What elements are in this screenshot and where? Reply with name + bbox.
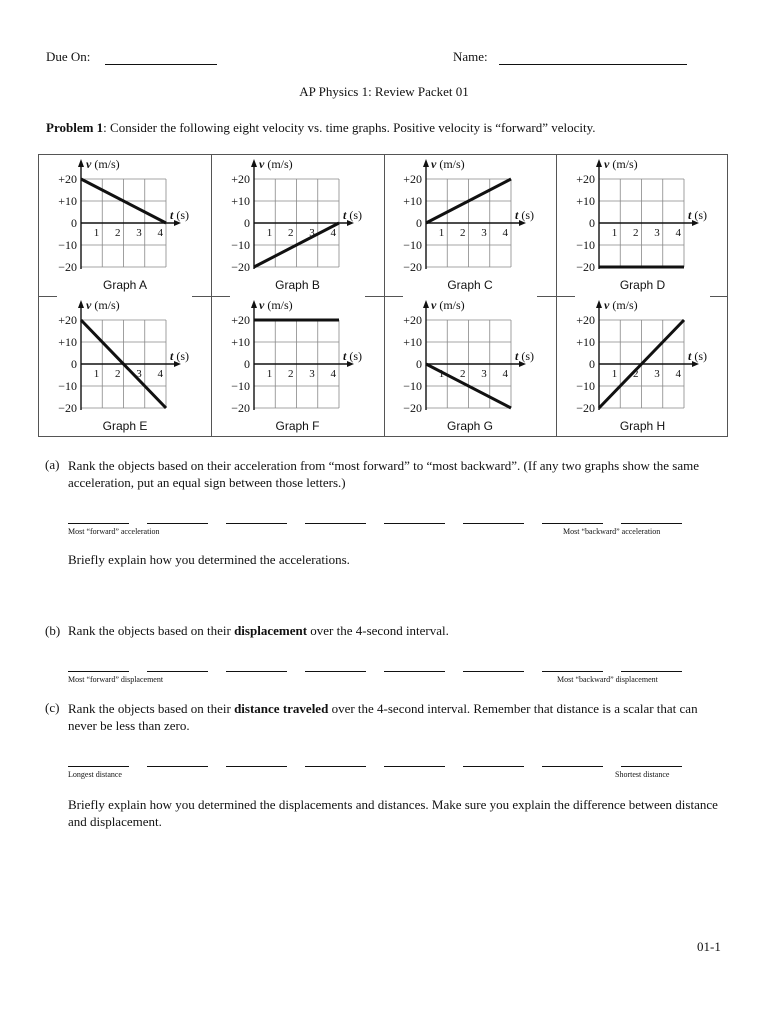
y-tick-label: −20	[58, 401, 77, 415]
y-tick-label: +10	[58, 335, 77, 349]
y-tick-label: −10	[230, 238, 250, 252]
x-tick-label: 2	[287, 227, 293, 239]
y-axis-title: v (m/s)	[431, 157, 465, 171]
ranking-blank-6[interactable]	[463, 671, 524, 672]
x-tick-label: 1	[438, 368, 445, 380]
y-axis-title: v (m/s)	[603, 298, 638, 312]
x-tick-label: 3	[136, 227, 142, 239]
part-b-marker: (b)	[45, 623, 61, 638]
ranking-blank-1[interactable]	[68, 766, 129, 767]
x-tick-label: 3	[653, 227, 660, 239]
y-tick-label: +10	[230, 194, 250, 208]
y-tick-label: 0	[416, 216, 422, 230]
y-tick-label: −10	[230, 379, 250, 393]
y-tick-label: −20	[403, 401, 422, 415]
x-tick-label: 3	[481, 227, 487, 239]
due-label: Due On:	[46, 49, 91, 64]
y-tick-label: −10	[58, 238, 77, 252]
part-c-marker: (c)	[45, 700, 60, 715]
x-axis-title: t (s)	[170, 349, 190, 363]
x-tick-label: 1	[93, 227, 100, 239]
x-axis-title: t (s)	[515, 208, 535, 222]
ranking-blank-8[interactable]	[621, 766, 682, 767]
x-tick-label: 3	[653, 368, 660, 380]
y-tick-label: 0	[416, 357, 422, 371]
graph-plot	[384, 296, 556, 437]
y-tick-label: 0	[71, 357, 77, 371]
x-tick-label: 4	[675, 227, 681, 239]
x-axis-title: t (s)	[170, 208, 190, 222]
ranking-blank-1[interactable]	[68, 523, 129, 524]
ranking-blank-3[interactable]	[226, 523, 287, 524]
graph-cell-f	[212, 296, 384, 437]
y-tick-label: −20	[403, 260, 422, 274]
x-tick-label: 1	[266, 368, 272, 380]
x-tick-label: 2	[632, 227, 638, 239]
x-axis-title: t (s)	[687, 349, 707, 363]
ranking-blank-2[interactable]	[147, 766, 208, 767]
y-tick-label: −20	[58, 260, 77, 274]
y-axis-title: v (m/s)	[86, 157, 120, 171]
name-label: Name:	[453, 49, 488, 64]
ranking-blank-5[interactable]	[384, 523, 445, 524]
y-tick-label: 0	[243, 216, 250, 230]
x-tick-label: 1	[611, 368, 617, 380]
x-tick-label: 4	[330, 227, 336, 239]
graph-plot	[212, 155, 384, 296]
ranking-blank-8[interactable]	[621, 671, 682, 672]
ranking-blank-7[interactable]	[542, 523, 603, 524]
graph-title: Graph A	[102, 278, 148, 292]
y-tick-label: −20	[575, 401, 595, 415]
y-tick-label: +10	[230, 335, 250, 349]
graph-title: Graph H	[619, 419, 666, 433]
problem-statement	[46, 120, 596, 136]
y-tick-label: +20	[58, 172, 77, 186]
due-date-blank[interactable]	[105, 64, 217, 65]
ranking-blank-4[interactable]	[305, 671, 366, 672]
graph-cell-e	[39, 296, 211, 437]
graph-title: Graph G	[446, 419, 494, 433]
part-c-keyword: distance traveled	[234, 701, 329, 716]
x-tick-label: 4	[157, 368, 163, 380]
ranking-blank-4[interactable]	[305, 766, 366, 767]
ranking-blank-3[interactable]	[226, 766, 287, 767]
y-axis-arrow	[596, 300, 602, 308]
y-axis-arrow	[251, 300, 257, 308]
y-tick-label: +10	[403, 194, 422, 208]
graph-cell-h	[557, 296, 729, 437]
ranking-blank-1[interactable]	[68, 671, 129, 672]
y-tick-label: −20	[230, 401, 250, 415]
y-tick-label: +20	[575, 313, 595, 327]
y-tick-label: 0	[71, 216, 77, 230]
graph-title: Graph E	[102, 419, 148, 433]
y-axis-title: v (m/s)	[431, 298, 465, 312]
graph-plot	[39, 155, 211, 296]
graph-cell-d	[557, 155, 729, 296]
y-tick-label: −10	[575, 379, 595, 393]
graph-cell-b	[212, 155, 384, 296]
x-tick-label: 1	[438, 227, 445, 239]
graph-cell-a	[39, 155, 211, 296]
ranking-blank-7[interactable]	[542, 766, 603, 767]
part-b-question: Rank the objects based on their displacement over the 4-second interval.	[68, 623, 449, 638]
name-blank[interactable]	[499, 64, 687, 65]
x-tick-label: 4	[502, 368, 508, 380]
y-tick-label: +20	[230, 172, 250, 186]
y-tick-label: −10	[403, 238, 422, 252]
problem-text: : Consider the following eight velocity vs. time graphs. Positive velocity is “forward” velocity.	[103, 120, 596, 135]
part-b-keyword: displacement	[234, 623, 308, 638]
y-axis-arrow	[596, 159, 602, 167]
y-axis-title: v (m/s)	[603, 157, 638, 171]
graph-plot	[557, 155, 729, 296]
y-axis-arrow	[251, 159, 257, 167]
part-c-explain: Briefly explain how you determined the displacements and distances. Make sure you explain the difference between distance and displacement.	[68, 797, 718, 829]
x-axis-title: t (s)	[342, 349, 362, 363]
y-tick-label: 0	[588, 357, 595, 371]
y-tick-label: +20	[403, 172, 422, 186]
x-tick-label: 1	[93, 368, 100, 380]
y-tick-label: +10	[575, 194, 595, 208]
part-a-left-label: Most “forward” acceleration	[68, 527, 160, 536]
x-tick-label: 4	[330, 368, 336, 380]
graph-title: Graph D	[619, 278, 666, 292]
graph-plot	[39, 296, 211, 437]
y-axis-arrow	[423, 300, 429, 308]
graph-table	[38, 154, 728, 437]
part-c-left-label: Longest distance	[68, 770, 122, 779]
part-a-marker: (a)	[45, 457, 60, 472]
ranking-blank-6[interactable]	[463, 523, 524, 524]
page-title: AP Physics 1: Review Packet 01	[299, 84, 469, 99]
y-tick-label: +20	[575, 172, 595, 186]
part-b-left-label: Most “forward” displacement	[68, 675, 164, 684]
graph-title: Graph B	[275, 278, 320, 292]
ranking-blank-2[interactable]	[147, 523, 208, 524]
x-axis-title: t (s)	[687, 208, 707, 222]
x-tick-label: 2	[460, 227, 466, 239]
x-axis-title: t (s)	[515, 349, 535, 363]
part-b-right-label: Most “backward” displacement	[557, 675, 658, 684]
ranking-blank-7[interactable]	[542, 671, 603, 672]
y-tick-label: −20	[575, 260, 595, 274]
x-tick-label: 3	[136, 368, 142, 380]
x-tick-label: 2	[115, 227, 121, 239]
y-tick-label: +20	[403, 313, 422, 327]
y-tick-label: −10	[403, 379, 422, 393]
x-tick-label: 1	[611, 227, 617, 239]
graph-title: Graph C	[447, 278, 493, 292]
ranking-blank-6[interactable]	[463, 766, 524, 767]
graph-cell-c	[384, 155, 556, 296]
ranking-blank-3[interactable]	[226, 671, 287, 672]
graph-cell-g	[384, 296, 556, 437]
x-tick-label: 3	[308, 368, 315, 380]
ranking-blank-2[interactable]	[147, 671, 208, 672]
ranking-blank-5[interactable]	[384, 766, 445, 767]
x-tick-label: 2	[632, 368, 638, 380]
x-tick-label: 2	[460, 368, 466, 380]
part-a-explain: Briefly explain how you determined the accelerations.	[68, 552, 350, 567]
y-axis-title: v (m/s)	[258, 157, 293, 171]
y-axis-title: v (m/s)	[86, 298, 120, 312]
y-tick-label: +10	[58, 194, 77, 208]
part-c-right-label: Shortest distance	[615, 770, 670, 779]
x-tick-label: 3	[308, 227, 315, 239]
x-axis-title: t (s)	[342, 208, 362, 222]
page-number: 01-1	[697, 939, 721, 954]
graph-plot	[384, 155, 556, 296]
y-tick-label: −20	[230, 260, 250, 274]
x-tick-label: 2	[287, 368, 293, 380]
y-axis-title: v (m/s)	[258, 298, 293, 312]
x-tick-label: 3	[481, 368, 487, 380]
x-tick-label: 2	[115, 368, 121, 380]
x-tick-label: 4	[675, 368, 681, 380]
y-tick-label: +20	[58, 313, 77, 327]
x-tick-label: 4	[157, 227, 163, 239]
graph-title: Graph F	[275, 419, 320, 433]
x-tick-label: 1	[266, 227, 272, 239]
graph-plot	[557, 296, 729, 437]
ranking-blank-8[interactable]	[621, 523, 682, 524]
y-tick-label: −10	[575, 238, 595, 252]
part-a-question: Rank the objects based on their acceleration from “most forward” to “most backward”. (If any two graphs show the same acceleration, put an equal sign between those letters.)	[68, 458, 700, 490]
graph-plot	[212, 296, 384, 437]
y-tick-label: 0	[588, 216, 595, 230]
y-axis-arrow	[78, 159, 84, 167]
y-axis-arrow	[423, 159, 429, 167]
x-tick-label: 4	[502, 227, 508, 239]
part-c-question: Rank the objects based on their distance traveled over the 4-second interval. Remember that distance is a scalar that can never be less than zero.	[68, 701, 698, 733]
problem-label: Problem 1	[46, 120, 104, 135]
y-axis-arrow	[78, 300, 84, 308]
y-tick-label: +20	[230, 313, 250, 327]
ranking-blank-4[interactable]	[305, 523, 366, 524]
ranking-blank-5[interactable]	[384, 671, 445, 672]
y-tick-label: −10	[58, 379, 77, 393]
part-a-right-label: Most “backward” acceleration	[563, 527, 661, 536]
y-tick-label: 0	[243, 357, 250, 371]
y-tick-label: +10	[403, 335, 422, 349]
y-tick-label: +10	[575, 335, 595, 349]
